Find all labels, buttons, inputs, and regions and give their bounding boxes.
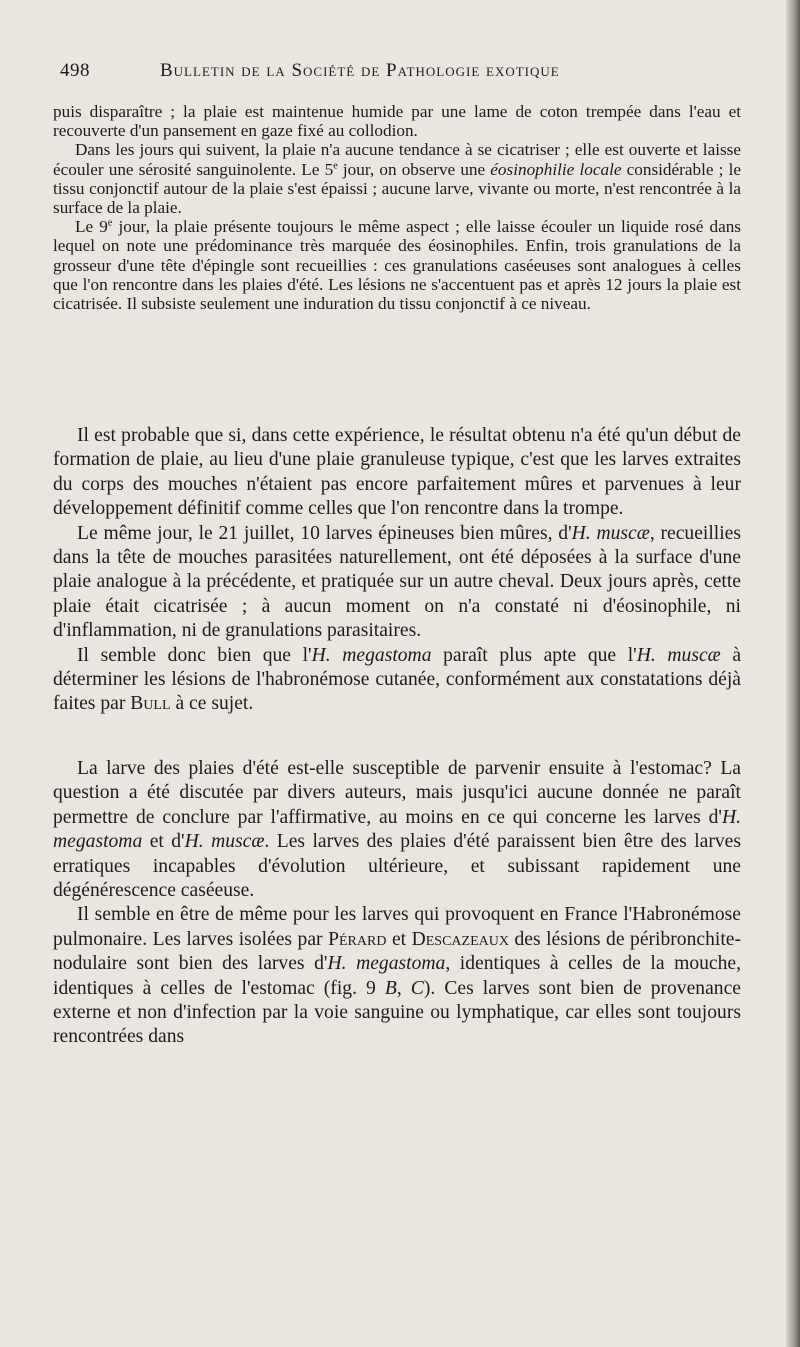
- paragraph-3: Le 9e jour, la plaie présente toujours le même aspect ; elle laisse écouler un liquide rosé dans lequel on note une prédominance très marquée des éosinophiles. Enfin, trois granulations de la grosseur d'une tête d'épingle sont recueillies : ces granulations caséeuses sont analogues à celles que l'on rencontre dans les plaies d'été. Les lésions ne s'accentuent pas et après 12 jours la plaie est cicatrisée. Il subsiste seulement une induration du tissu conjonctif à ce niveau.: [53, 217, 741, 314]
- page-number: 498: [60, 60, 90, 81]
- paragraph-2: Dans les jours qui suivent, la plaie n'a aucune tendance à se cicatriser ; elle est ouverte et laisse écouler une sérosité sanguinolente. Le 5e jour, on observe une éosinophilie locale considérable ; le tissu conjonctif autour de la plaie s'est épaissi ; aucune larve, vivante ou morte, n'est rencontrée à la surface de la plaie.: [53, 140, 741, 218]
- paragraph-1: puis disparaître ; la plaie est maintenue humide par une lame de coton trempée dans l'eau et recouverte d'un pansement en gaze fixé au collodion.: [53, 102, 741, 141]
- main-text-section: [53, 424, 741, 1050]
- section-gap: [53, 717, 741, 757]
- page-header: [60, 60, 740, 88]
- small-print-section: [53, 102, 741, 313]
- page-edge-shadow: [786, 0, 800, 1347]
- paragraph-6: Il semble donc bien que l'H. megastoma paraît plus apte que l'H. muscæ à déterminer les lésions de l'habronémose cutanée, conformément aux constatations déjà faites par Bull à ce sujet.: [53, 644, 742, 715]
- paragraph-5: Le même jour, le 21 juillet, 10 larves épineuses bien mûres, d'H. muscæ, recueillies dans la tête de mouches parasitées naturellement, ont été déposées à la surface d'une plaie analogue à la précédente, et pratiquée sur un autre cheval. Deux jours après, cette plaie était cicatrisée ; à aucun moment on n'a constaté ni d'éosinophile, ni d'inflammation, ni de granulations parasitaires.: [53, 522, 742, 642]
- paragraph-4: Il est probable que si, dans cette expérience, le résultat obtenu n'a été qu'un début de formation de plaie, au lieu d'une plaie granuleuse typique, c'est que les larves extraites du corps des mouches n'étaient pas encore parfaitement mûres et parvenues à leur développement définitif comme celles que l'on rencontre dans la trompe.: [53, 425, 741, 520]
- running-title: Bulletin de la Société de Pathologie exotique: [160, 60, 560, 81]
- paragraph-8: Il semble en être de même pour les larves qui provoquent en France l'Habronémose pulmonaire. Les larves isolées par Pérard et Descazeaux des lésions de péribronchite-nodulaire sont bien des larves d'H. megastoma, identiques à celles de la mouche, identiques à celles de l'estomac (fig. 9 B, C). Ces larves sont bien de provenance externe et non d'infection par la voie sanguine ou lymphatique, car elles sont toujours rencontrées dans: [53, 904, 742, 1048]
- paragraph-7: La larve des plaies d'été est-elle susceptible de parvenir ensuite à l'estomac? La question a été discutée par divers auteurs, mais jusqu'ici aucune donnée ne paraît permettre de conclure par l'affirmative, au moins en ce qui concerne les larves d'H. megastoma et d'H. muscæ. Les larves des plaies d'été paraissent bien être des larves erratiques incapables d'évolution ultérieure, et subissant rapidement une dégénérescence caséeuse.: [53, 757, 741, 901]
